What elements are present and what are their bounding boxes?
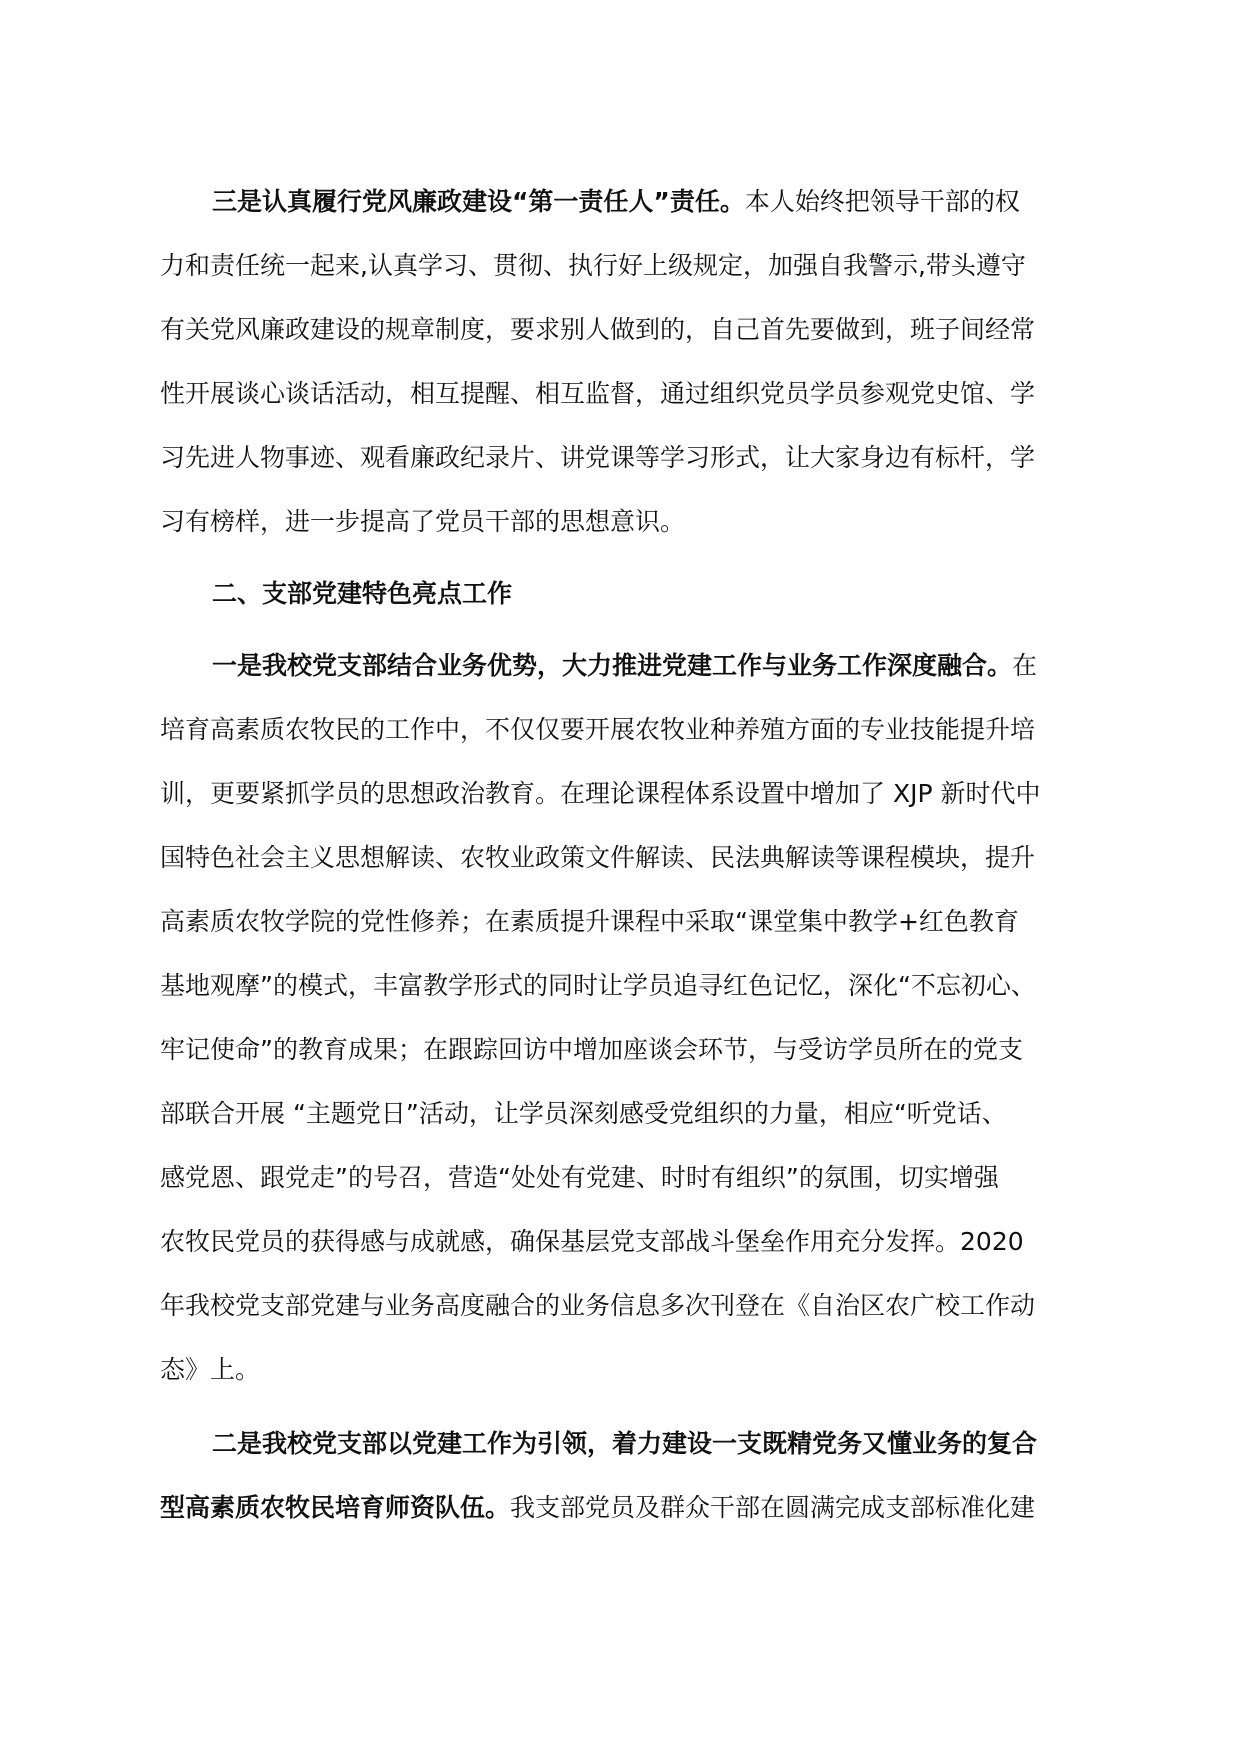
paragraph-3-line-1 — [160, 1412, 1090, 1476]
paragraph-2-line-3: 训，更要紧抓学员的思想政治教育。在理论课程体系设置中增加了 XJP 新时代中 — [160, 779, 1041, 808]
paragraph-2-line-1-rest: 在 — [1012, 651, 1038, 680]
paragraph-3-line-2-rest: 我支部党员及群众干部在圆满完成支部标准化建 — [510, 1493, 1036, 1522]
paragraph-2-line-8: 部联合开展 “主题党日”活动，让学员深刻感受党组织的力量，相应“听党话、 — [160, 1099, 1007, 1128]
paragraph-1-line-1 — [160, 170, 1090, 234]
section-heading — [160, 562, 1090, 626]
paragraph-2-line-2: 培育高素质农牧民的工作中，不仅仅要开展农牧业种养殖方面的专业技能提升培 — [160, 715, 1036, 744]
paragraph-2-line-5: 高素质农牧学院的党性修养；在素质提升课程中采取“课堂集中教学+红色教育 — [160, 907, 1019, 936]
paragraph-spacer — [160, 626, 1090, 634]
paragraph-1-line-1-rest: 本人始终把领导干部的权 — [744, 187, 1020, 216]
paragraph-3-bold-lead-2: 型高素质农牧民培育师资队伍。 — [160, 1493, 511, 1522]
paragraph-2-line-10: 农牧民党员的获得感与成就感，确保基层党支部战斗堡垒作用充分发挥。2020 — [160, 1227, 1024, 1256]
paragraph-3-bold-line-1: 二是我校党支部以党建工作为引领，着力建设一支既精党务又懂业务的复合 — [212, 1429, 1038, 1458]
paragraph-spacer — [160, 554, 1090, 562]
paragraph-2-line-4: 国特色社会主义思想解读、农牧业政策文件解读、民法典解读等课程模块，提升 — [160, 843, 1036, 872]
paragraph-2-line-12: 态》上。 — [160, 1355, 261, 1384]
paragraph-1-line-3: 有关党风廉政建设的规章制度，要求别人做到的，自己首先要做到，班子间经常 — [160, 315, 1036, 344]
paragraph-2-line-11: 年我校党支部党建与业务高度融合的业务信息多次刊登在《自治区农广校工作动 — [160, 1291, 1036, 1320]
paragraph-2-line-6: 基地观摩”的模式，丰富教学形式的同时让学员追寻红色记忆，深化“不忘初心、 — [160, 971, 1036, 1000]
paragraph-2-bold-lead: 一是我校党支部结合业务优势，大力推进党建工作与业务工作深度融合。 — [212, 651, 1013, 680]
paragraph-2-line-1 — [160, 634, 1090, 698]
section-heading-text: 二、支部党建特色亮点工作 — [212, 579, 513, 608]
paragraph-2-line-9: 感党恩、跟党走”的号召，营造“处处有党建、时时有组织”的氛围，切实增强 — [160, 1163, 999, 1192]
document-body — [160, 170, 1090, 1540]
paragraph-1-bold-lead: 三是认真履行党风廉政建设“第一责任人”责任。 — [212, 187, 745, 216]
paragraph-1-line-6: 习有榜样，进一步提高了党员干部的思想意识。 — [160, 507, 686, 536]
paragraph-1-line-4: 性开展谈心谈话活动，相互提醒、相互监督，通过组织党员学员参观党史馆、学 — [160, 379, 1036, 408]
paragraph-1-line-2: 力和责任统一起来,认真学习、贯彻、执行好上级规定，加强自我警示,带头遵守 — [160, 251, 1026, 280]
paragraph-1-line-5: 习先进人物事迹、观看廉政纪录片、讲党课等学习形式，让大家身边有标杆，学 — [160, 443, 1036, 472]
paragraph-2-line-7: 牢记使命”的教育成果；在跟踪回访中增加座谈会环节，与受访学员所在的党支 — [160, 1035, 1023, 1064]
paragraph-3-line-2 — [160, 1476, 1090, 1540]
paragraph-spacer — [160, 1402, 1090, 1412]
